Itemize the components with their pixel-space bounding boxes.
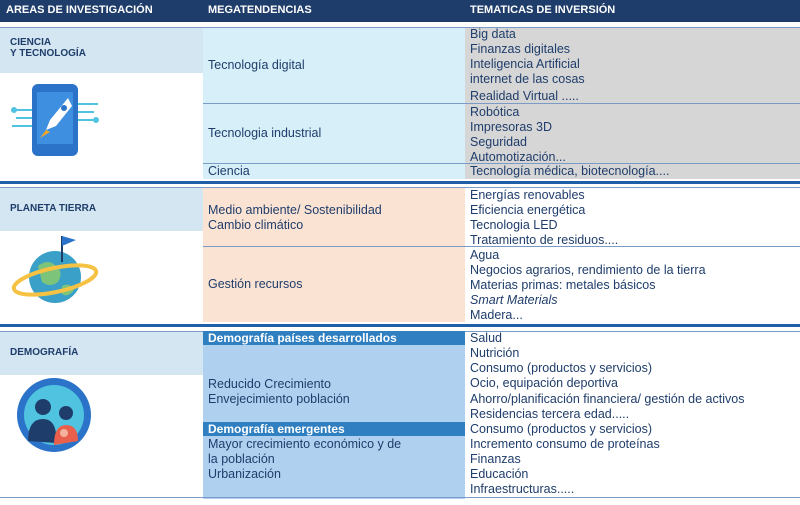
topic-item: Robótica <box>470 105 520 119</box>
topic-item: Ahorro/planificación financiera/ gestión de activos <box>470 392 745 406</box>
mega-tecnologia-digital: Tecnología digital <box>208 58 305 72</box>
header-megatendencias: MEGATENDENCIAS <box>208 4 312 16</box>
topic-item: Energías renovables <box>470 188 585 202</box>
subhead-desarrollados: Demografía países desarrollados <box>203 331 465 345</box>
topic-item: Finanzas digitales <box>470 42 571 56</box>
topic-item: Consumo (productos y servicios) <box>470 361 653 375</box>
demografia-area-label: DEMOGRAFÍA <box>0 331 203 375</box>
topic-item: Smart Materials <box>470 293 558 307</box>
topic-item: Materias primas: metales básicos <box>470 278 656 292</box>
topic-item: Realidad Virtual ..... <box>470 89 579 103</box>
topic-item: Seguridad <box>470 135 527 149</box>
row-line <box>0 497 800 498</box>
table-header <box>0 0 800 22</box>
topic-item: Negocios agrarios, rendimiento de la tierra <box>470 263 706 277</box>
topic-item: Agua <box>470 248 500 262</box>
mega-mayor-crecimiento: Mayor crecimiento económico y de la población Urbanización <box>208 437 402 481</box>
row-line <box>0 27 800 28</box>
topic-item: Incremento consumo de proteínas <box>470 437 660 451</box>
topic-item: Tratamiento de residuos.... <box>470 233 619 247</box>
header-areas: AREAS DE INVESTIGACIÓN <box>6 4 153 16</box>
topic-item: Consumo (productos y servicios) <box>470 422 653 436</box>
ciencia-area-label: CIENCIA Y TECNOLOGÍA <box>0 27 203 73</box>
globe-flag-icon <box>10 232 100 312</box>
people-icon <box>14 375 94 455</box>
topic-item: Big data <box>470 27 516 41</box>
topic-item: Salud <box>470 331 502 345</box>
topic-item: Ocio, equipación deportiva <box>470 376 619 390</box>
mega-ciencia: Ciencia <box>208 164 250 178</box>
topic-item: Educación <box>470 467 529 481</box>
header-tematicas: TEMATICAS DE INVERSIÓN <box>470 4 616 16</box>
topic-item: Nutrición <box>470 346 520 360</box>
topic-item: Residencias tercera edad..... <box>470 407 630 421</box>
topic-item: internet de las cosas <box>470 72 585 86</box>
planeta-area-label: PLANETA TIERRA <box>0 187 203 231</box>
section-separator <box>0 324 800 327</box>
topic-item: Tecnologia LED <box>470 218 558 232</box>
mega-medio-ambiente: Medio ambiente/ Sostenibilidad Cambio climático <box>208 203 382 232</box>
topic-item: Eficiencia energética <box>470 203 586 217</box>
topic-item: Finanzas <box>470 452 521 466</box>
topic-item: Automotización... <box>470 150 566 164</box>
topic-item: Infraestructuras..... <box>470 482 575 496</box>
mega-reducido-crecimiento: Reducido Crecimiento Envejecimiento población <box>208 377 350 406</box>
topic-item: Madera... <box>470 308 523 322</box>
topic-item: Tecnología médica, biotecnología.... <box>470 164 670 178</box>
topic-item: Inteligencia Artificial <box>470 57 580 71</box>
subhead-emergentes: Demografía emergentes <box>203 422 465 436</box>
section-separator <box>0 181 800 184</box>
smartphone-rocket-icon <box>10 80 100 160</box>
topic-item: Impresoras 3D <box>470 120 552 134</box>
mega-tecnologia-industrial: Tecnologia industrial <box>208 126 322 140</box>
mega-gestion-recursos: Gestión recursos <box>208 277 303 291</box>
row-line <box>0 187 800 188</box>
